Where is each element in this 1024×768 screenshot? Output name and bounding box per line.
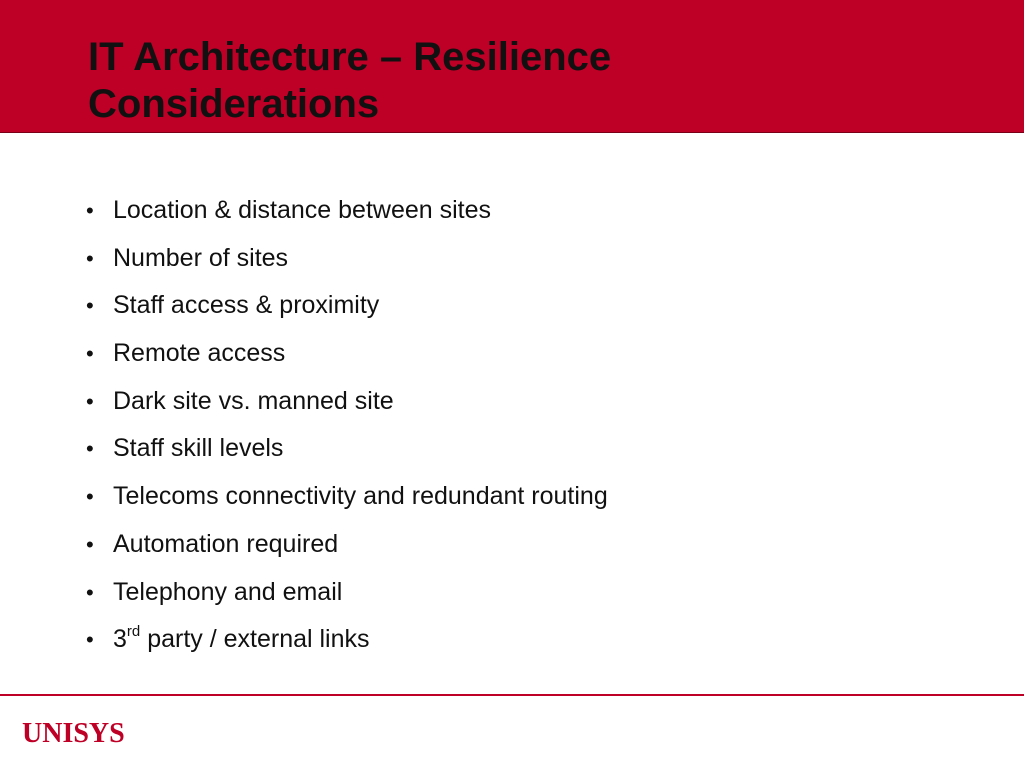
bullet-icon: •: [86, 436, 94, 462]
bullet-text: Automation required: [113, 529, 339, 558]
bullet-icon: •: [86, 388, 94, 414]
bullet-text: Remote access: [113, 339, 286, 368]
bullet-icon: •: [86, 579, 94, 605]
bullet-text: Telephony and email: [113, 577, 343, 606]
bullet-item: [86, 478, 608, 526]
bullet-text: Staff skill levels: [113, 434, 284, 463]
bullet-item: [86, 240, 608, 288]
bullet-item: [86, 526, 608, 574]
bullet-icon: •: [86, 484, 94, 510]
ordinal-suffix: rd: [126, 623, 141, 641]
bullet-icon: •: [86, 293, 94, 319]
footer-divider: [0, 694, 1024, 696]
unisys-logo: [22, 708, 142, 748]
slide-title-line-1: IT Architecture – Resilience: [88, 35, 612, 79]
ordinal-number: 3: [113, 625, 127, 654]
bullet-icon: •: [86, 198, 94, 223]
bullet-item: [86, 287, 608, 335]
bullet-item: [86, 383, 608, 431]
bullet-item: [86, 621, 608, 669]
bullet-icon: •: [86, 627, 94, 653]
bullet-text: Location & distance between sites: [113, 196, 492, 224]
bullet-icon: •: [86, 531, 94, 557]
logo-wordmark: UNISYS: [22, 718, 125, 748]
bullet-text: Dark site vs. manned site: [113, 386, 394, 415]
slide-title: [88, 34, 888, 128]
bullet-text: [113, 625, 370, 653]
bullet-icon: •: [86, 341, 94, 367]
slide-title-line-2: Considerations: [88, 82, 380, 126]
bullet-text-rest: party / external links: [140, 625, 370, 654]
bullet-item: [86, 574, 608, 622]
bullet-icon: •: [86, 245, 94, 271]
bullet-list: [86, 192, 608, 669]
bullet-item: [86, 335, 608, 383]
bullet-text: Telecoms connectivity and redundant routing: [113, 482, 608, 511]
title-banner: [0, 0, 1024, 133]
bullet-item: [86, 192, 608, 240]
bullet-item: [86, 430, 608, 478]
bullet-text: Staff access & proximity: [113, 291, 380, 320]
bullet-text: Number of sites: [113, 243, 289, 272]
